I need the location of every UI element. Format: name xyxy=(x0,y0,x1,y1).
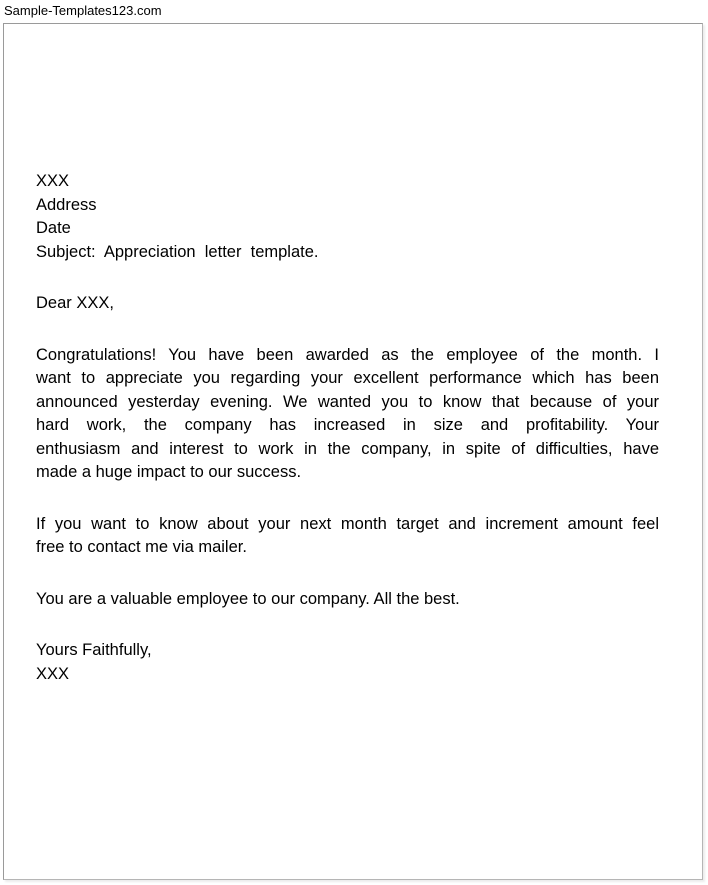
closing-phrase: Yours Faithfully, xyxy=(36,641,152,659)
letter-body xyxy=(36,170,659,686)
paragraph-congratulations xyxy=(36,344,659,485)
paragraph-target xyxy=(36,513,659,560)
paragraph-last-line: free to contact me via mailer. xyxy=(36,538,247,556)
paragraph-line: announced yesterday evening. We wanted you to know that because of your xyxy=(36,392,659,411)
letter-date: Date xyxy=(36,219,71,237)
spacer xyxy=(36,560,659,588)
recipient-name: XXX xyxy=(36,172,70,190)
spacer xyxy=(36,485,659,513)
watermark-text: Sample-Templates123.com xyxy=(4,3,162,18)
signature-name: XXX xyxy=(36,664,70,683)
spacer xyxy=(36,264,659,292)
paragraph-line: If you want to know about your next month target and increment amount feel xyxy=(36,514,659,533)
paragraph-line: enthusiasm and interest to work in the company, in spite of difficulties, have xyxy=(36,439,659,458)
letter-closing xyxy=(36,639,659,686)
spacer xyxy=(36,316,659,344)
letter-subject: Subject: Appreciation letter template. xyxy=(36,242,319,261)
letter-header xyxy=(36,170,659,264)
salutation: Dear XXX, xyxy=(36,294,114,312)
paragraph-line: Congratulations! You have been awarded as the employee of the month. I xyxy=(36,345,659,364)
recipient-address: Address xyxy=(36,195,97,214)
paragraph-last-line: You are a valuable employee to our company. All the best. xyxy=(36,589,460,608)
paragraph-line: hard work, the company has increased in size and profitability. Your xyxy=(36,416,659,434)
spacer xyxy=(36,611,659,639)
paragraph-line: want to appreciate you regarding your excellent performance which has been xyxy=(36,369,659,387)
paragraph-valuable xyxy=(36,588,659,612)
paragraph-last-line: made a huge impact to our success. xyxy=(36,463,302,481)
